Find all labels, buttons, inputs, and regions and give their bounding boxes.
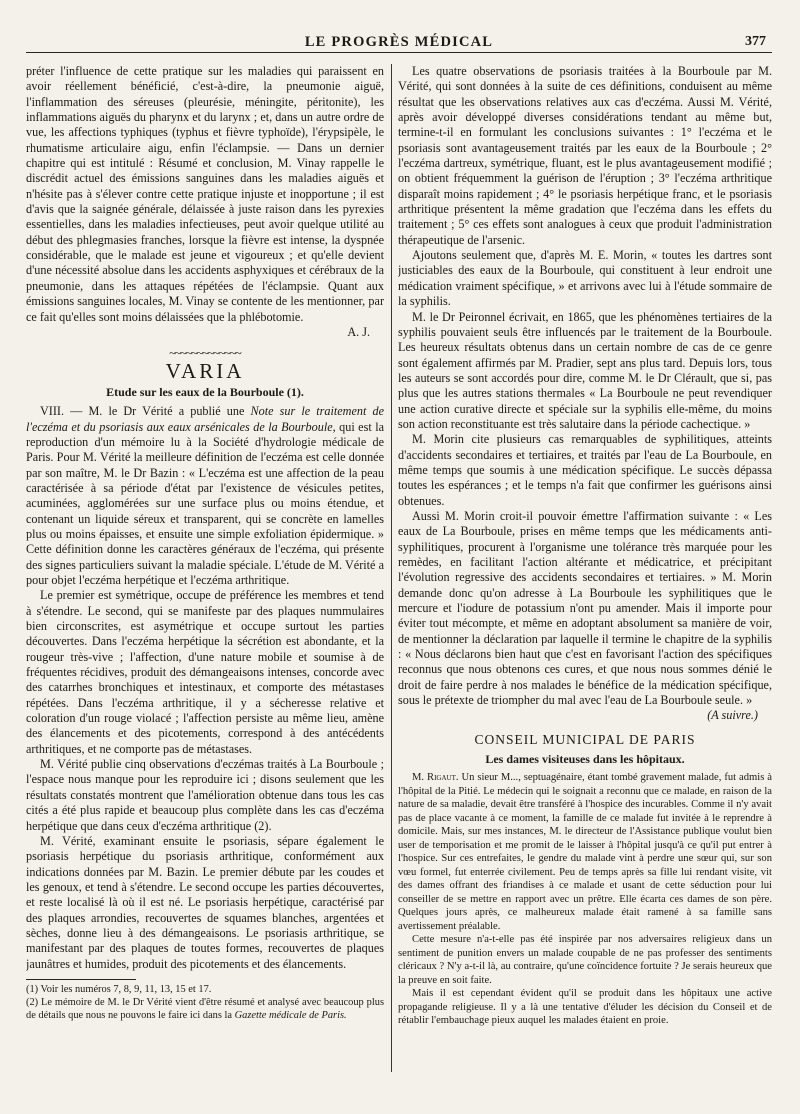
left-column (26, 64, 384, 1102)
paragraph-syphilis-history: M. le Dr Peironnel écrivait, en 1865, que les phénomènes tertiaires de la syphilis pouvaient seuls être influencés par le traitement de la Bourboule. Les heureux résultats obtenus dans un certain nombre de cas de ce genre sont également affirmés par M. Pradier, sept ans plus tard. Depuis lors, tous les auteurs se sont accordés pour dire, comme M. le Dr Clérault, que si, pas plus que les autres stations thermales « La Bourboule ne peut revendiquer une action curative directe et spéciale sur la syphilis elle-même, du moins son action reconstituante est très salutaire dans la période cachectique. » (398, 309, 772, 431)
paragraph-punishment-question: Cette mesure n'a-t-elle pas été inspirée par nos adversaires religieux dans un sentiment de punition envers un malade coupable de ne pas professer des sentiments cléricaux ? N'y a-t-il là, au contraire, qu'une coïncidence fortuite ? Je serais heureux que la preuve en soit faite. (398, 934, 772, 986)
a-suivre-text: (A suivre.) (707, 708, 758, 723)
footnote-rule (26, 979, 136, 980)
subsection-title-dames: Les dames visiteuses dans les hôpitaux. (485, 752, 685, 767)
column-divider (391, 64, 392, 1072)
section-title-varia: VARIA (165, 358, 245, 383)
paragraph-psoriasis: M. Vérité, examinant ensuite le psoriasis, sépare également le psoriasis herpétique du psoriasis arthritique, conformément aux indications données par M. Bazin. Le premier débute par les coudes et les genoux, et tend à s'étendre. Le second occupe les parties découvertes, et reste localisé là où il est né. Le psoriasis herpétique, caractérisé par des plaques arrondies, recouvertes de squames blanches, argentées et sèches, donne lieu à des démangeaisons. Le psoriasis arthritique, se manifestant par des plaques de toutes formes, recouvertes de plaques jaunâtres et humides, produit des picotements et des élancements. (26, 833, 384, 971)
footnote-2-text: (2) Le mémoire de M. le Dr Vérité vient d'être résumé et analysé avec beaucoup plus de détails que nous ne pouvons le faire ici dans la (26, 996, 384, 1021)
paragraph-propaganda: Mais il est cependant évident qu'il se produit dans les hôpitaux une active propagande religieuse. Il y a là une tentative d'éluder les décision du Conseil et de rétablir l'embauchage pieux auquel les malades étaient en proie. (398, 988, 772, 1027)
paragraph-verite-note (26, 404, 384, 588)
paragraph-morin-cases: M. Morin cite plusieurs cas remarquables de syphilitiques, atteints d'accidents secondaires et tertiaires, et traités par l'eau de La Bourboule, en même temps que soumis à une médication spécifique. Le succès dépassa toutes les espérances ; et le temps n'a fait que confirmer les guérisons ainsi obtenues. (398, 432, 772, 508)
footnotes (26, 983, 384, 1022)
review-signature: A. J. (347, 324, 370, 339)
footnote-2 (26, 996, 384, 1022)
to-be-continued (398, 708, 772, 723)
subsection-title-bourboule: Etude sur les eaux de la Bourboule (1). (106, 384, 304, 399)
header-rule (26, 52, 772, 53)
footnote-2-italic: Gazette médicale de Paris. (234, 1009, 347, 1021)
paragraph-eczema-observations: M. Vérité publie cinq observations d'eczémas traités à La Bourboule ; l'espace nous manque pour les reproduire ici ; disons seulement que les résultats constatés montrent que l'amélioration obtenue dans tous les cas cités a été plus rapide et beaucoup plus complète dans les cas d'eczéma herpétique que dans ceux d'eczéma arthritique (2). (26, 757, 384, 833)
section-ornament: ~~~~~~~~~~~~~ (169, 346, 241, 361)
two-column-body (26, 64, 772, 1102)
paragraph-bloodletting-review: préter l'influence de cette pratique sur les maladies qui paraissent en avoir réellement bénéficié, c'est-à-dire, la pneumonie aiguë, l'inflammation des séreuses (pleurésie, méningite, péritonite), les inflammations aiguës du pharynx et du larynx ; et, dans un autre ordre de vue, les affections typhiques (typhus et fièvre typhoïde), l'érypsipèle, le rhumatisme articulaire aigu, enfin l'éclampsie. — Dans un dernier chapitre qui est intitulé : Résumé et conclusion, M. Vinay rappelle le discrédit actuel des émissions sanguines dans les maladies aiguës et n'hésite pas à s'élever contre cette pratique injuste et inopportune ; il est d'avis que la saignée générale, délaissée à juste raison dans les pyrexies essentielles, dans les maladies infectieuses, peut avoir quelque utilité au début des phlegmasies franches, lorsque la fièvre est intense, la dyspnée considérable, que le malade est jeune et vigoureux ; et qu'elle devient d'une nécessité absolue dans les accidents asphyxiques et cérébraux de la pneumonie, dans les attaques répétées de l'éclampsie. Quant aux émissions sanguines locales, M. Vinay se contente de les mentionner, par ce fait qu'elles sont moins délaissées que la phlébotomie. (26, 64, 384, 324)
paragraph-morin-dartres: Ajoutons seulement que, d'après M. E. Morin, « toutes les dartres sont justiciables des eaux de la Bourboule, qui constituent à leur endroit une médication vraiment spécifique, » et arrivons avec lui à l'étude sommaire de la syphilis. (398, 248, 772, 309)
paragraph-eczema-types: Le premier est symétrique, occupe de préférence les membres et tend à s'étendre. Le second, qui se manifeste par des plaques nummulaires bien circonscrites, est asymétrique et occupe surtout les parties découvertes. Dans l'eczéma herpétique la sécrétion est abondante, et la rougeur très-vive ; l'affection, d'une nature mobile et soumise à de fréquentes récidives, produit des démangeaisons intenses, concorde avec des catarrhes bronchiques et intestinaux, et comporte des métastases répétées. Dans l'eczéma arthritique, il y a sécheresse relative et coloration d'un rouge violacé ; l'affection persiste au même lieu, amène des élancements et des picotements, correspond à des antécédents arthritiques, et ne comporte pas de métastases. (26, 588, 384, 756)
note-title-italic: Note sur le traitement de l'eczéma et du psoriasis aux eaux arsénicales de la Bourboule, (26, 404, 384, 434)
speaker-name: M. Rigaut. (412, 772, 459, 784)
paragraph-morin-affirmation: Aussi M. Morin croit-il pouvoir émettre l'affirmation suivante : « Les eaux de La Bourboule, prises en même temps que les médicaments anti-syphilitiques, procurent à l'organisme une tolérance très marquée pour les remèdes, en facilitant l'action altérante et médicatrice, et précipitant l'évolution regressive des accidents secondaires et tertiaires. » M. Morin demande donc qu'on adresse à La Bourboule les syphilitiques que le mercure et l'iodure de potassium n'ont pu amender. Mais il importe pour éviter tout mécompte, et même en adoptant absolument sa manière de voir, de mentionner la déclaration par laquelle il termine le chapitre de la syphilis : « Nous déclarons bien haut que c'est en favorisant l'action des spécifiques reconnus que nous obtenons ces cures, et que nous nous sommes dénié le droit de faire perdre à nos malades le bénéfice de la médication spécifique, sous le prétexte de triompher du mal avec l'eau de La Bourboule seule. » (398, 508, 772, 708)
running-title: LE PROGRÈS MÉDICAL (304, 34, 494, 50)
footnote-1: (1) Voir les numéros 7, 8, 9, 11, 13, 15 et 17. (26, 983, 212, 995)
page-number: 377 (745, 34, 766, 49)
page-header (26, 0, 772, 58)
rigaut-text: Un sieur M..., septuagénaire, étant tombé gravement malade, fut admis à l'hôpital de la Pitié. Le médecin qui le soignait a reconnu que ce malade, en raison de la nature de sa maladie, devait être transféré à l'hospice des incurables. Comme il n'y avait pas de place vacante à ce moment, la famille de ce malade fut invitée à le reprendre à domicile. Mais, sur mes instances, M. le directeur de l'Assistance publique voulut bien user de temporisation et me promit de le laisser à l'hôpital jusqu'à ce qu'il put entrer à l'hospice. Sur ces entrefaites, le gendre du malade vint à perdre une sœur qui, sur son vœu formel, fut enterrée civilement. Peu de temps après sa fille lui rendant visite, vit des dames offrant des friandises à ce malade et usant de cette séduction pour lui conseiller de se mettre en rapport avec un prêtre. Elle écarta ces dames de son père. Quelques jours après, ce malheureux malade était ramené à sa famille sans avertissement préalable. (398, 772, 772, 932)
note-prefix: VIII. — M. le Dr Vérité a publié une (40, 404, 245, 419)
right-column (398, 64, 772, 1102)
section-title-conseil: CONSEIL MUNICIPAL DE PARIS (474, 731, 696, 747)
paragraph-psoriasis-conclusions: Les quatre observations de psoriasis traitées à la Bourboule par M. Vérité, qui sont données à la suite de ces définitions, conduisent au même résultat que les observations relatives aux cas d'eczéma. Aussi M. Vérité, après avoir développé diverses considérations tendant au même but, termine-t-il en formulant les conclusions suivantes : 1° l'eczéma et le psoriasis sont avantageusement traités par les eaux de la Bourboule ; 2° l'eczéma dartreux, symétrique, fluant, est le plus avantageusement modifié ; on obtient fréquemment la guérison de l'éruption ; 3° l'eczéma arthritique disparaît moins rapidement ; 4° le psoriasis herpétique franc, et le psoriasis arthritique présentent la même gradation que l'eczéma dans les effets du traitement ; 5° ces effets sont analogues à ceux que produit l'administration thérapeutique de l'arsenic. (398, 64, 772, 247)
note-rest: qui est la reproduction d'un mémoire lu à la Société d'hydrologie médicale de Paris. Pour M. Vérité la meilleure définition de l'eczéma est celle donnée par son maître, M. le Dr Bazin : « L'eczéma est une affection de la peau caractérisée à sa période d'état par l'existence de vésicules petites, acuminées, agglomérées sur une surface plus ou moins étendue, et contenant un liquide séreux et transparent, qui se concrète en lamelles plus ou moins épaisses, et ensuite une simple exfoliation épidermique. » Cette définition donne les caractères généraux de l'eczéma, qui présente des signes particuliers suivant la maladie spéciale. L'étude de M. Vérité a pour objet l'eczéma herpétique et l'eczéma arthritique. (26, 419, 384, 587)
paragraph-rigaut (398, 771, 772, 933)
